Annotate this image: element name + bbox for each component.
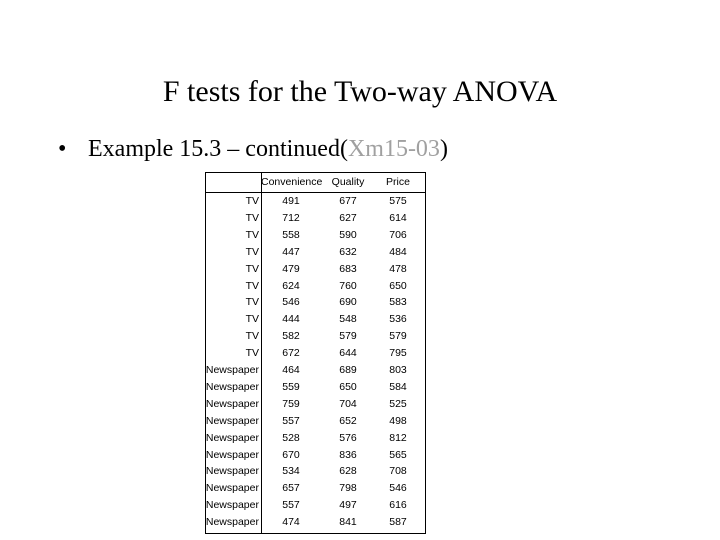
cell-quality: 760 bbox=[339, 279, 357, 292]
dataset-link[interactable]: Xm15-03 bbox=[347, 136, 440, 162]
cell-convenience: 624 bbox=[282, 279, 300, 292]
table-row bbox=[206, 261, 425, 278]
header-price: Price bbox=[386, 176, 410, 188]
table-row bbox=[206, 210, 425, 227]
row-label: Newspaper bbox=[205, 431, 259, 444]
cell-price: 706 bbox=[389, 228, 407, 241]
cell-quality: 579 bbox=[339, 330, 357, 343]
cell-convenience: 528 bbox=[282, 431, 300, 444]
cell-quality: 650 bbox=[339, 380, 357, 393]
cell-quality: 590 bbox=[339, 228, 357, 241]
header-quality: Quality bbox=[331, 176, 365, 188]
cell-quality: 689 bbox=[339, 364, 357, 376]
table-row bbox=[206, 430, 425, 447]
row-label: TV bbox=[245, 245, 259, 258]
cell-quality: 644 bbox=[339, 347, 357, 360]
cell-quality: 628 bbox=[339, 465, 357, 478]
cell-convenience: 672 bbox=[282, 347, 300, 360]
row-label: TV bbox=[245, 228, 259, 241]
cell-convenience: 657 bbox=[282, 482, 300, 495]
cell-price: 583 bbox=[389, 296, 407, 309]
cell-quality: 690 bbox=[339, 296, 357, 309]
cell-quality: 548 bbox=[339, 313, 357, 326]
bullet-example bbox=[58, 132, 448, 166]
row-label: TV bbox=[245, 296, 259, 309]
row-label: Newspaper bbox=[205, 482, 259, 495]
table-row bbox=[206, 463, 425, 480]
cell-quality: 627 bbox=[339, 211, 357, 224]
table-row bbox=[206, 447, 425, 464]
cell-price: 579 bbox=[389, 330, 407, 343]
cell-price: 803 bbox=[389, 364, 407, 376]
row-label: Newspaper bbox=[205, 380, 259, 393]
cell-quality: 841 bbox=[339, 516, 357, 529]
cell-price: 614 bbox=[389, 211, 407, 224]
bullet-text: Example 15.3 – continued( bbox=[88, 136, 348, 162]
table-row bbox=[206, 396, 425, 413]
cell-price: 498 bbox=[389, 414, 407, 427]
cell-convenience: 558 bbox=[282, 228, 300, 241]
row-label: Newspaper bbox=[205, 499, 259, 512]
table-row bbox=[206, 244, 425, 261]
row-label: TV bbox=[245, 195, 259, 207]
cell-price: 575 bbox=[389, 195, 407, 207]
row-label: Newspaper bbox=[205, 364, 259, 376]
cell-convenience: 464 bbox=[282, 364, 300, 376]
cell-quality: 836 bbox=[339, 448, 357, 461]
cell-price: 795 bbox=[389, 347, 407, 360]
table-row bbox=[206, 345, 425, 362]
cell-price: 584 bbox=[389, 380, 407, 393]
table-row bbox=[206, 362, 425, 379]
bullet-marker: • bbox=[58, 136, 67, 162]
cell-convenience: 491 bbox=[282, 195, 300, 207]
row-label: TV bbox=[245, 211, 259, 224]
cell-price: 565 bbox=[389, 448, 407, 461]
slide-title: F tests for the Two-way ANOVA bbox=[162, 75, 558, 108]
cell-price: 536 bbox=[389, 313, 407, 326]
row-label: TV bbox=[245, 347, 259, 360]
table-row bbox=[206, 311, 425, 328]
row-label: Newspaper bbox=[205, 465, 259, 478]
cell-quality: 677 bbox=[339, 195, 357, 207]
row-label: Newspaper bbox=[205, 397, 259, 410]
cell-quality: 576 bbox=[339, 431, 357, 444]
cell-convenience: 557 bbox=[282, 499, 300, 512]
table-row bbox=[206, 294, 425, 311]
cell-price: 587 bbox=[389, 516, 407, 529]
table-row bbox=[206, 193, 425, 210]
table-row bbox=[206, 379, 425, 396]
cell-convenience: 559 bbox=[282, 380, 300, 393]
header-convenience: Convenience bbox=[261, 176, 323, 188]
table-header bbox=[206, 173, 425, 193]
cell-quality: 652 bbox=[339, 414, 357, 427]
cell-convenience: 444 bbox=[282, 313, 300, 326]
cell-price: 484 bbox=[389, 245, 407, 258]
cell-convenience: 546 bbox=[282, 296, 300, 309]
cell-quality: 632 bbox=[339, 245, 357, 258]
row-label: TV bbox=[245, 313, 259, 326]
cell-convenience: 479 bbox=[282, 262, 300, 275]
cell-quality: 497 bbox=[339, 499, 357, 512]
cell-price: 708 bbox=[389, 465, 407, 478]
cell-price: 478 bbox=[389, 262, 407, 275]
row-label: TV bbox=[245, 330, 259, 343]
cell-convenience: 712 bbox=[282, 211, 300, 224]
table-row bbox=[206, 328, 425, 345]
row-label: Newspaper bbox=[205, 516, 259, 529]
cell-quality: 798 bbox=[339, 482, 357, 495]
cell-convenience: 557 bbox=[282, 414, 300, 427]
row-label: Newspaper bbox=[205, 414, 259, 427]
table-row bbox=[206, 497, 425, 514]
bullet-text-close: ) bbox=[439, 136, 448, 162]
cell-price: 650 bbox=[389, 279, 407, 292]
data-table bbox=[205, 172, 426, 534]
cell-quality: 683 bbox=[339, 262, 357, 275]
table-row bbox=[206, 278, 425, 295]
table-row bbox=[206, 413, 425, 430]
table-row bbox=[206, 227, 425, 244]
row-label: Newspaper bbox=[205, 448, 259, 461]
cell-convenience: 670 bbox=[282, 448, 300, 461]
cell-quality: 704 bbox=[339, 397, 357, 410]
table-row bbox=[206, 480, 425, 497]
cell-convenience: 582 bbox=[282, 330, 300, 343]
table-row bbox=[206, 514, 425, 531]
cell-convenience: 759 bbox=[282, 397, 300, 410]
row-label: TV bbox=[245, 262, 259, 275]
cell-price: 546 bbox=[389, 482, 407, 495]
cell-price: 525 bbox=[389, 397, 407, 410]
cell-price: 812 bbox=[389, 431, 407, 444]
cell-convenience: 447 bbox=[282, 245, 300, 258]
cell-price: 616 bbox=[389, 499, 407, 512]
row-label: TV bbox=[245, 279, 259, 292]
cell-convenience: 474 bbox=[282, 516, 300, 529]
cell-convenience: 534 bbox=[282, 465, 300, 478]
